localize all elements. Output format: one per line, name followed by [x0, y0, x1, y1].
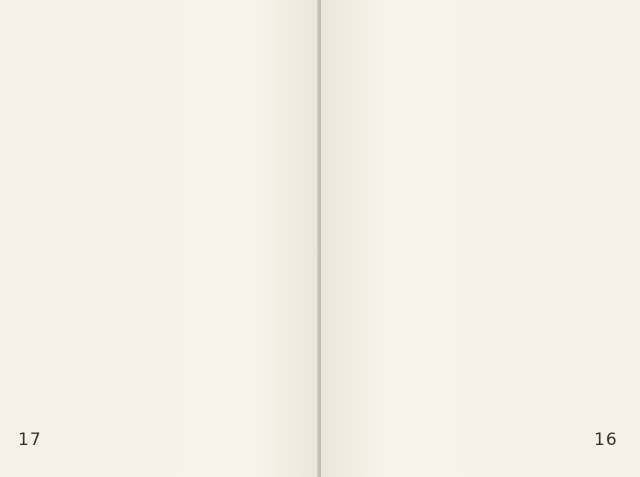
- right-page-text: [338, 8, 620, 392]
- left-page-text: [18, 8, 300, 392]
- left-page: [0, 0, 319, 477]
- left-page-number: 17: [18, 430, 42, 450]
- right-page: [321, 0, 640, 477]
- right-page-number: 16: [594, 430, 618, 450]
